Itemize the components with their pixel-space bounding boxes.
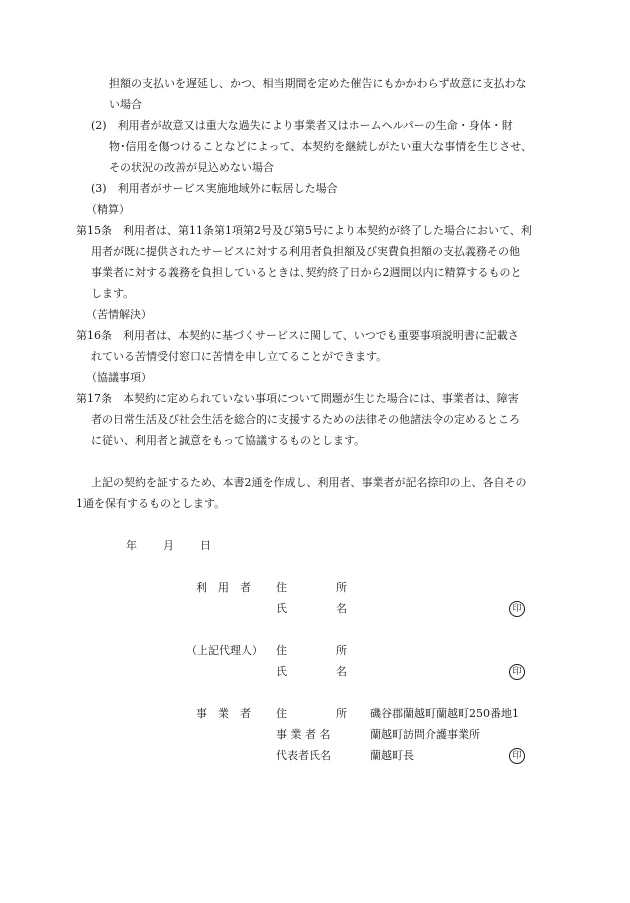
agent-address-label-a: 住 (276, 644, 287, 657)
user-address-label-b: 所 (336, 581, 347, 594)
agent-seal-icon: 印 (509, 664, 525, 680)
heading-consultation: （協議事項） (86, 371, 152, 384)
article17-line1: 第17条 本契約に定められていない事項について問題が生じた場合には、事業者は、障害 (76, 392, 519, 405)
heading-complaints: （苦情解決） (86, 308, 152, 321)
date-year: 年 (126, 539, 137, 552)
item2-line2: 物･信用を傷つけることなどによって、本契約を継続しがたい重大な事情を生じさせ、 (109, 140, 532, 153)
item2-line3: その状況の改善が見込めない場合 (109, 161, 274, 174)
agent-name-label-a: 氏 (276, 665, 287, 678)
user-address-label-a: 住 (276, 581, 287, 594)
business-representative-label: 代表者氏名 (276, 749, 331, 762)
article17-line3: に従い、利用者と誠意をもって協議するものとします。 (91, 434, 366, 447)
item1-continuation-line2: い場合 (109, 98, 142, 111)
user-label: 利 用 者 (196, 581, 251, 594)
user-name-label-b: 名 (336, 602, 347, 615)
item2-line1: (2) 利用者が故意又は重大な過失により事業者又はホームヘルパーの生命・身体・財 (91, 119, 513, 132)
article15-line3: 事業者に対する義務を負担しているときは､契約終了日から2週間以内に精算するものと (91, 266, 522, 279)
item3-line1: (3) 利用者がサービス実施地域外に転居した場合 (91, 182, 338, 195)
article16-line2: れている苦情受付窓口に苦情を申し立てることができます。 (91, 350, 388, 363)
article17-line2: 者の日常生活及び社会生活を総合的に支援するための法律その他諸法令の定めるところ (91, 413, 520, 426)
user-seal-icon: 印 (509, 601, 525, 617)
heading-settlement: （精算） (86, 203, 130, 216)
business-address-label-a: 住 (276, 707, 287, 720)
article15-line1: 第15条 利用者は、第11条第1項第2号及び第5号により本契約が終了した場合において、利 (76, 224, 532, 237)
closing-line1: 上記の契約を証するため、本書2通を作成し、利用者、事業者が記名捺印の上、各自その (91, 476, 527, 489)
date-day: 日 (200, 539, 211, 552)
article15-line2: 用者が既に提供されたサービスに対する利用者負担額及び実費負担額の支払義務その他 (91, 245, 520, 258)
date-month: 月 (163, 539, 174, 552)
user-name-label-a: 氏 (276, 602, 287, 615)
business-label: 事 業 者 (196, 707, 251, 720)
closing-line2: 1通を保有するものとします。 (76, 497, 226, 510)
business-address-value: 磯谷郡蘭越町蘭越町250番地1 (370, 707, 519, 720)
item1-continuation-line1: 担額の支払いを遅延し、かつ、相当期間を定めた催告にもかかわらず故意に支払わな (109, 77, 527, 90)
business-name-value: 蘭越町訪問介護事業所 (370, 728, 480, 741)
agent-address-label-b: 所 (336, 644, 347, 657)
article15-line4: します。 (91, 287, 135, 300)
business-seal-icon: 印 (509, 748, 525, 764)
business-name-label: 事 業 者 名 (276, 728, 331, 741)
agent-label: （上記代理人） (186, 644, 263, 657)
article16-line1: 第16条 利用者は、本契約に基づくサービスに関して、いつでも重要事項説明書に記載さ (76, 329, 519, 342)
agent-name-label-b: 名 (336, 665, 347, 678)
business-address-label-b: 所 (336, 707, 347, 720)
business-representative-value: 蘭越町長 (370, 749, 414, 762)
